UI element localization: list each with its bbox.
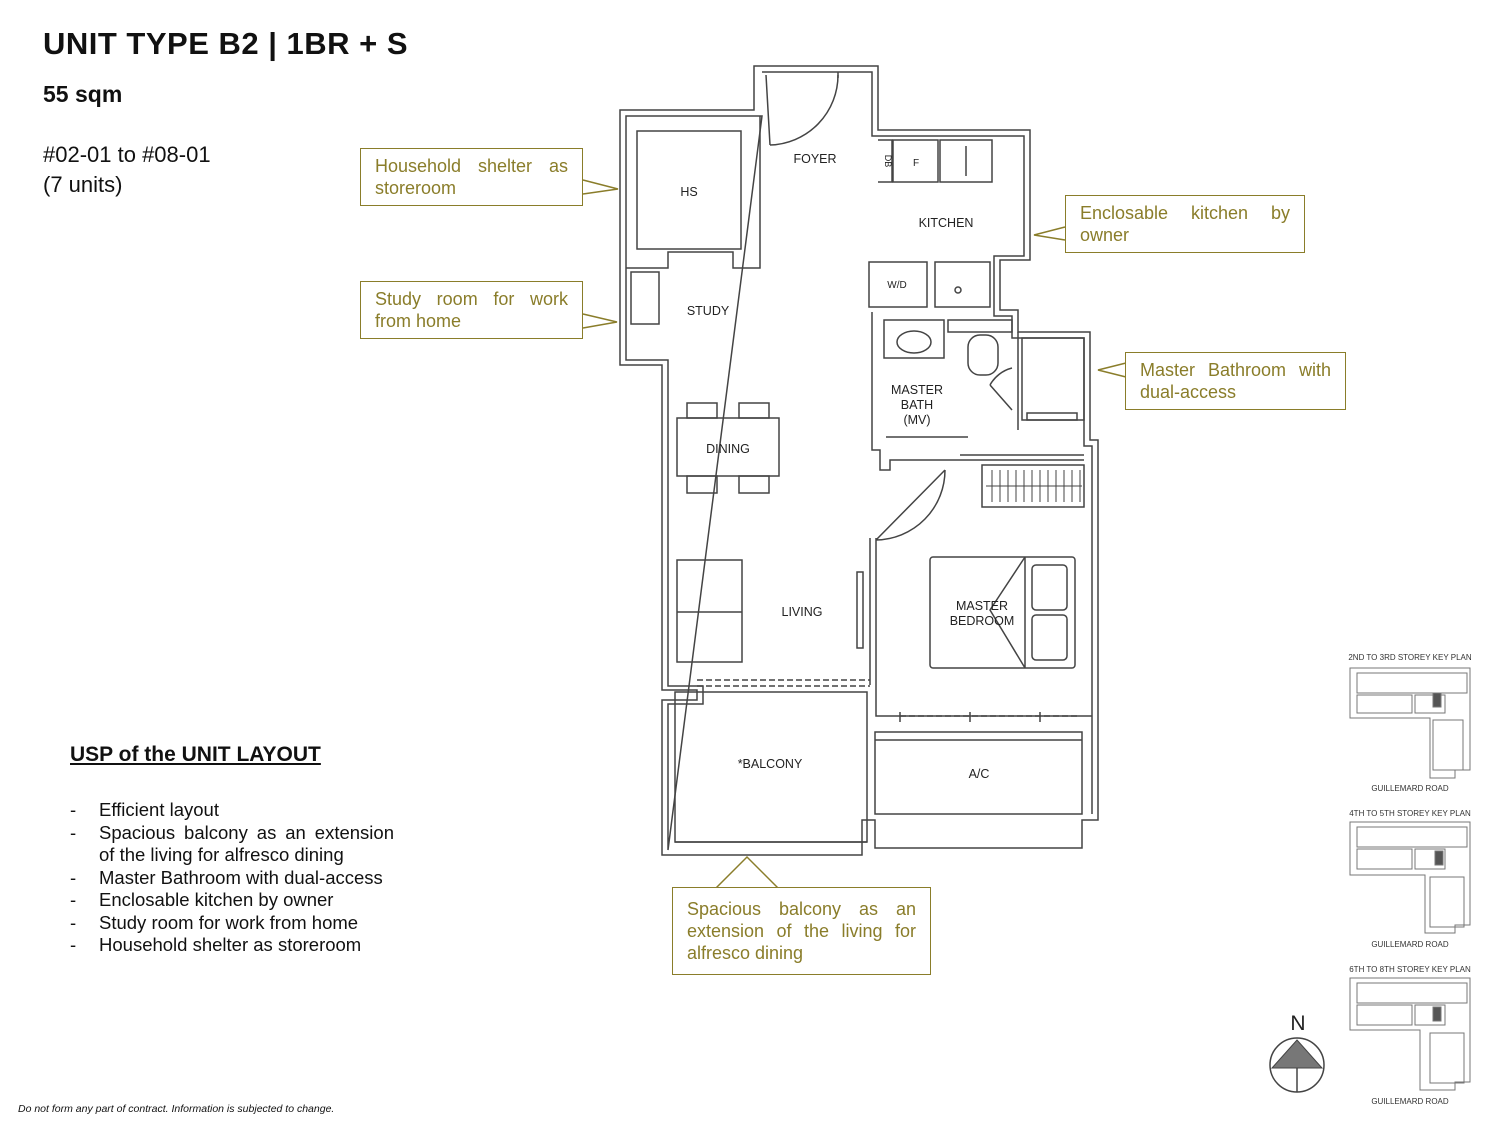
foyer-door xyxy=(766,75,838,145)
key-plan-4-5 xyxy=(1350,822,1470,933)
usp-item: Enclosable kitchen by owner xyxy=(99,889,334,910)
wd-label: W/D xyxy=(887,280,907,291)
list-item: - Spacious balcony as an extension of the living for alfresco dining xyxy=(70,821,394,865)
unit-count: (7 units) xyxy=(43,172,123,197)
compass-label: N xyxy=(1290,1012,1306,1035)
list-item: - Efficient layout xyxy=(70,799,394,822)
key-plan-6-8 xyxy=(1350,978,1470,1090)
unit-area: 55 sqm xyxy=(43,81,123,107)
key-plan-title-2: 4TH TO 5TH STOREY KEY PLAN xyxy=(1349,809,1471,818)
kitchen-label: KITCHEN xyxy=(918,216,974,230)
ac-label: A/C xyxy=(968,767,990,781)
key-plan-title-3: 6TH TO 8TH STOREY KEY PLAN xyxy=(1349,965,1471,974)
key-plan-2-3 xyxy=(1350,668,1470,778)
usp-heading: USP of the UNIT LAYOUT xyxy=(70,743,321,766)
master-bedroom-label-2: BEDROOM xyxy=(949,614,1015,628)
north-arrow-icon xyxy=(1270,1012,1324,1092)
callout-study-room: Study room for work from home xyxy=(360,281,583,339)
study-label: STUDY xyxy=(686,304,730,318)
usp-list xyxy=(70,799,394,957)
usp-item: Study room for work from home xyxy=(99,911,359,933)
key-plan-road-1: GUILLEMARD ROAD xyxy=(1371,784,1449,793)
callout-master-bath: Master Bathroom with dual-access xyxy=(1125,352,1346,410)
db-label: DB xyxy=(883,154,893,168)
callout-household-shelter: Household shelter as storeroom xyxy=(360,148,583,206)
callout-balcony: Spacious balcony as an extension of the living for alfresco dining xyxy=(672,887,931,975)
hs-label: HS xyxy=(680,185,698,199)
sofa xyxy=(677,560,742,662)
master-bath-label-3: (MV) xyxy=(903,413,931,427)
unit-range: #02-01 to #08-01 xyxy=(43,142,211,167)
foyer-label: FOYER xyxy=(793,152,837,166)
usp-item: Efficient layout xyxy=(99,799,219,820)
usp-item: Spacious balcony as an extension of the living for alfresco dining xyxy=(99,821,394,865)
master-bedroom-label-1: MASTER xyxy=(955,599,1009,613)
bedroom-door xyxy=(876,470,945,540)
balcony-label: *BALCONY xyxy=(737,757,803,771)
list-item: - Household shelter as storeroom xyxy=(70,934,394,957)
usp-item: Household shelter as storeroom xyxy=(99,934,362,955)
usp-item: Master Bathroom with dual-access xyxy=(99,866,383,888)
dining-label: DINING xyxy=(706,442,750,456)
study-desk xyxy=(631,272,659,324)
key-plan-group xyxy=(1350,668,1470,1090)
fridge-label: F xyxy=(912,158,920,169)
unit-type-title: UNIT TYPE B2 | 1BR + S xyxy=(43,26,409,61)
disclaimer: Do not form any part of contract. Information is subjected to change. xyxy=(18,1103,335,1115)
list-item: - Master Bathroom with dual-access xyxy=(70,867,394,890)
master-bath-label-2: BATH xyxy=(900,398,934,412)
key-plan-road-3: GUILLEMARD ROAD xyxy=(1371,1097,1449,1106)
callout-kitchen: Enclosable kitchen by owner xyxy=(1065,195,1305,253)
key-plan-road-2: GUILLEMARD ROAD xyxy=(1371,940,1449,949)
master-bath-label-1: MASTER xyxy=(890,383,944,397)
list-item: - Study room for work from home xyxy=(70,912,394,935)
key-plan-title-1: 2ND TO 3RD STOREY KEY PLAN xyxy=(1348,653,1472,662)
list-item: - Enclosable kitchen by owner xyxy=(70,889,394,912)
living-label: LIVING xyxy=(781,605,823,619)
